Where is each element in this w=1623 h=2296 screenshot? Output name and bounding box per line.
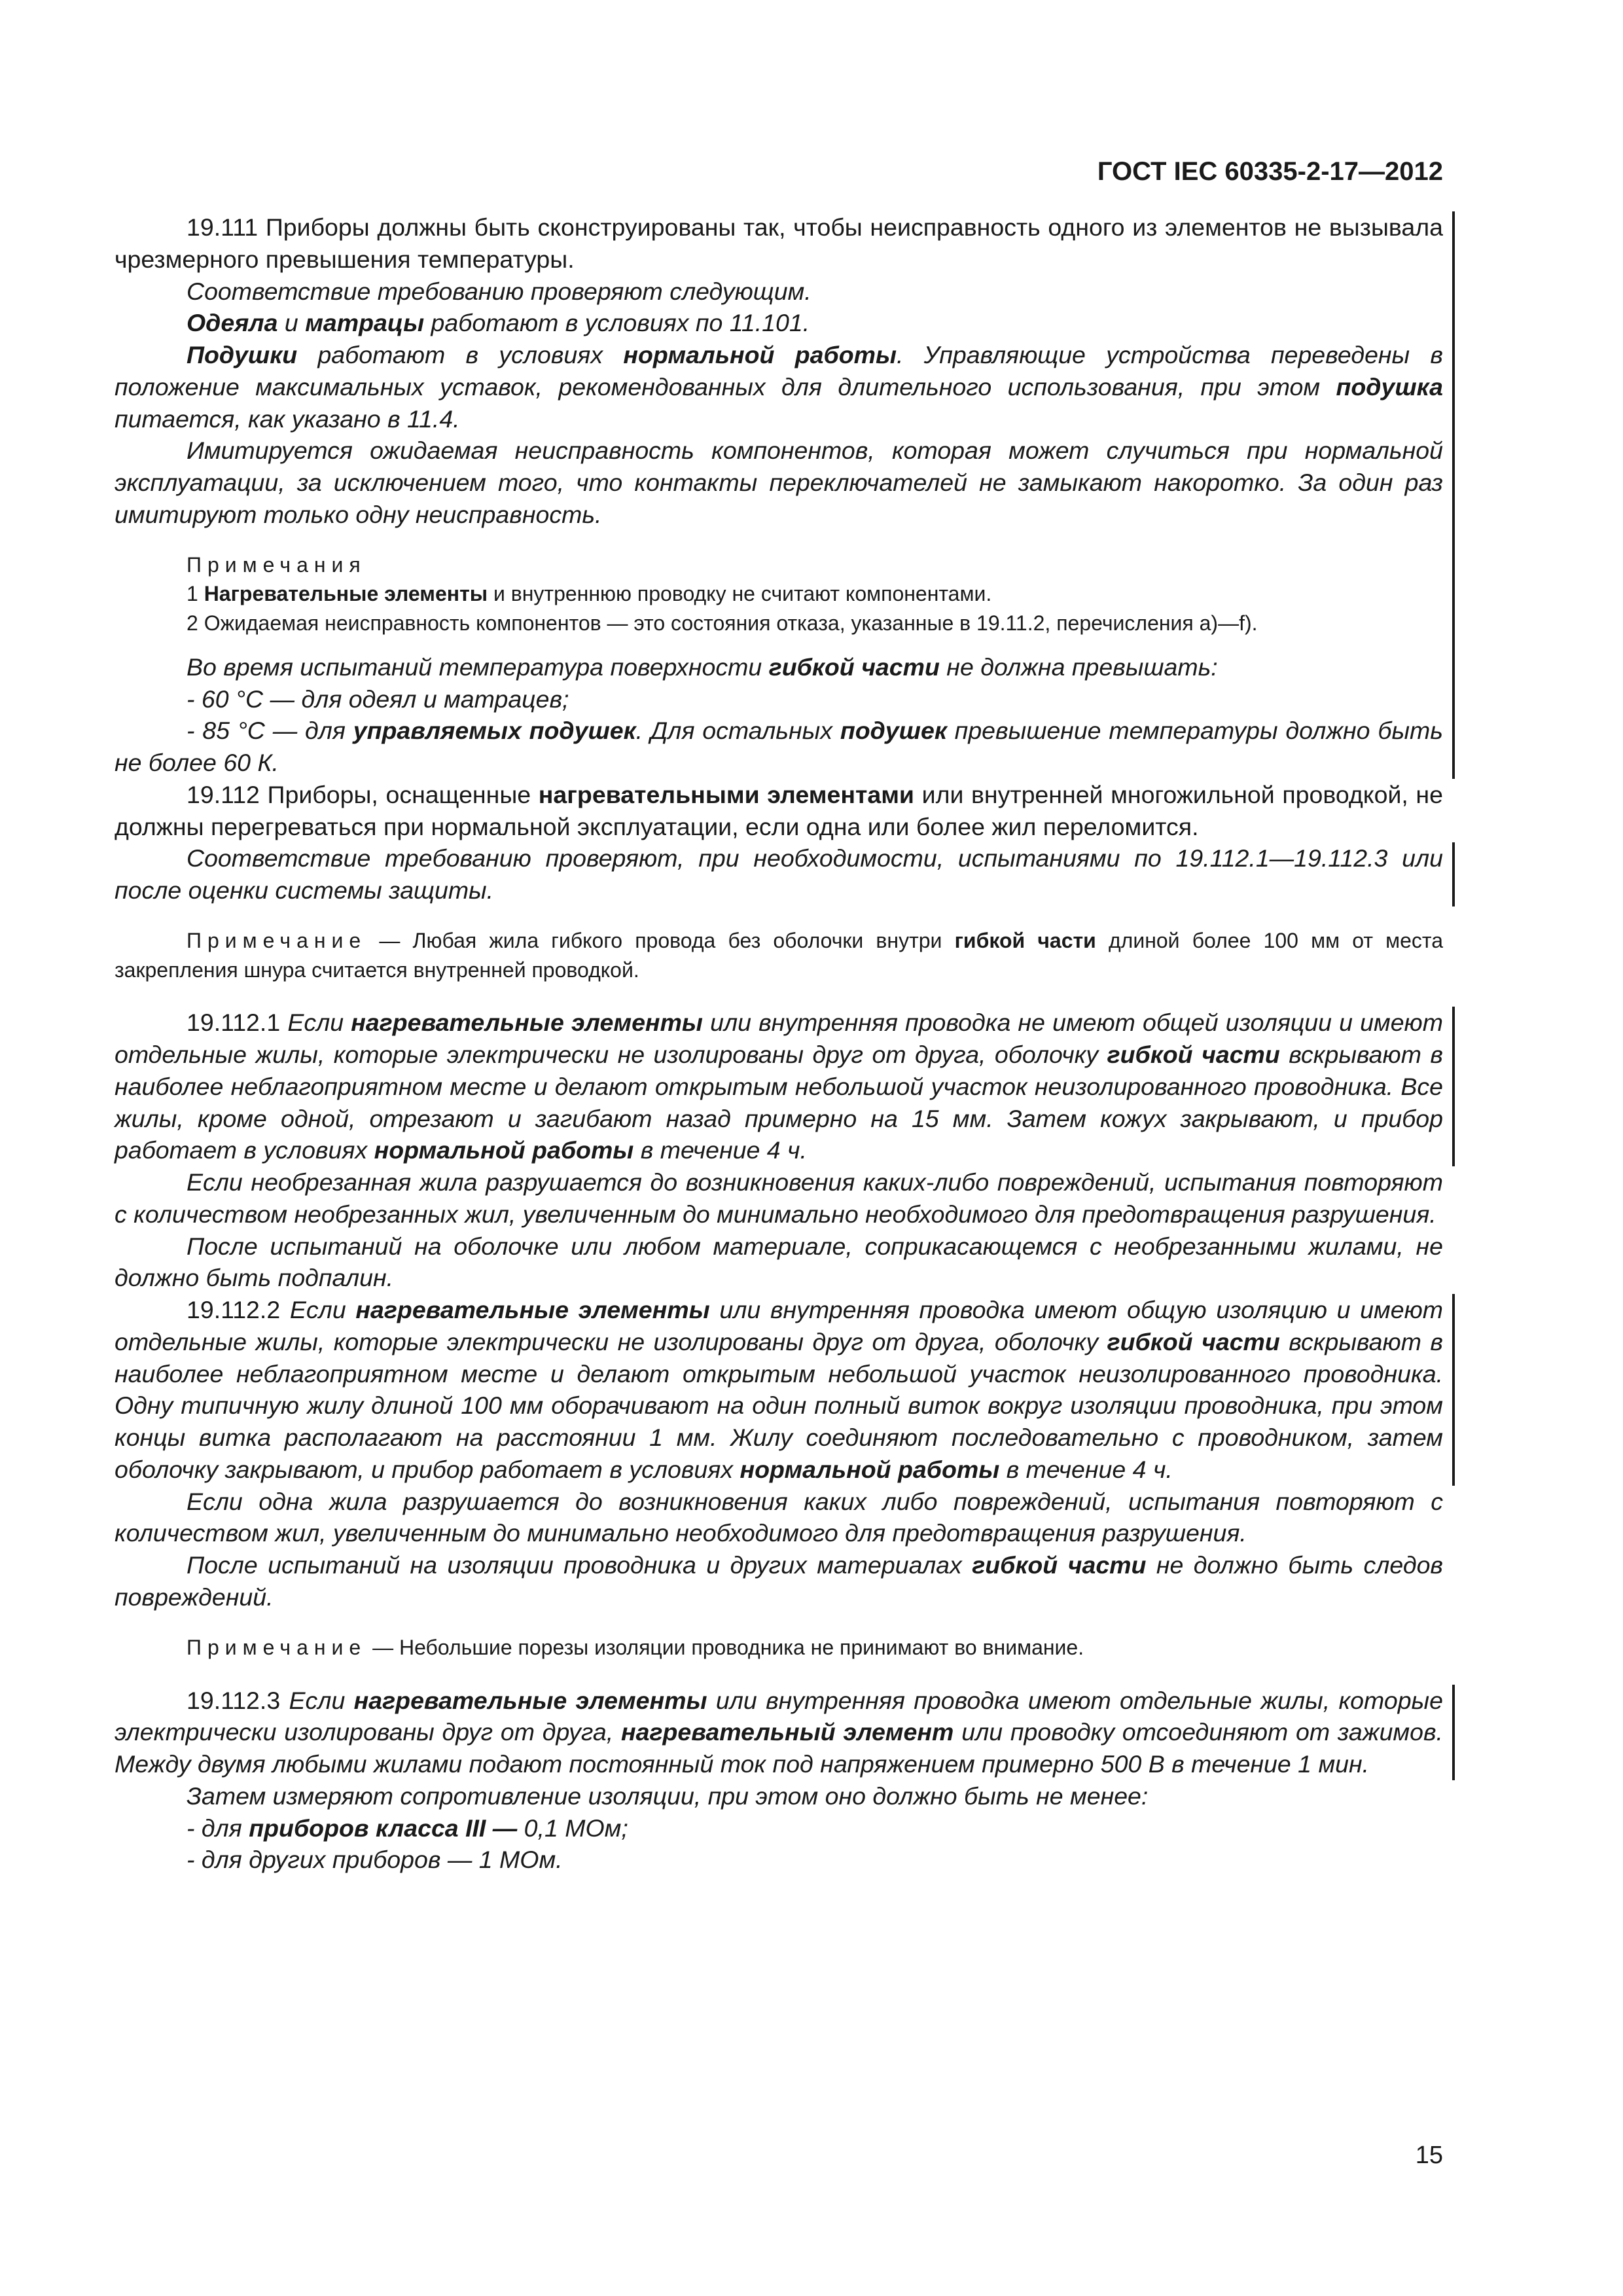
term-heating-elements: нагревательные элементы: [355, 1296, 710, 1324]
text-run: или внутренняя проводка не имеют общей изоляции и имеют отдельные жилы, которые электрически не изолированы друг от друга, оболочку: [115, 1009, 1443, 1069]
text-run: или внутренней многожильной проводкой, не должны перегреваться при нормальной эксплуатации, если одна или более жил переломится.: [115, 780, 1443, 840]
text-run: и внутреннюю проводку не считают компонентами.: [488, 582, 992, 606]
text-run: 0,1 МОм;: [517, 1814, 628, 1842]
term-mattresses: матрацы: [305, 309, 425, 337]
notes-block: [115, 550, 1443, 638]
note-19-112-2: [115, 1633, 1443, 1662]
term-flexible-part: гибкой части: [1107, 1041, 1280, 1069]
blankets-condition: [115, 307, 1443, 339]
clause-19-112-2-p3: [115, 1549, 1443, 1613]
document-page: [115, 157, 1443, 1876]
page-number: 15: [1415, 2142, 1443, 2169]
change-bar-19-112-3: [115, 1685, 1455, 1780]
term-flexible-part: гибкой части: [972, 1551, 1147, 1579]
text-run: . Управляющие устройства переведены в положение максимальных уставок, рекомендованных для длительного использования, при этом: [115, 341, 1444, 401]
note-2: 2 Ожидаемая неисправность компонентов — это состояния отказа, указанные в 19.11.2, перечисления a)—f).: [187, 611, 1258, 636]
clause-19-112-1: [115, 1007, 1443, 1166]
term-heating-elements: нагревательные элементы: [351, 1009, 703, 1037]
text-run: питается, как указано в 11.4.: [115, 404, 460, 433]
document-body: [115, 211, 1443, 1876]
term-normal-operation: нормальной работы: [374, 1136, 634, 1164]
change-bar-19-111: [115, 211, 1455, 779]
term-pads: Подушки: [187, 341, 298, 368]
text-run: Если: [287, 1009, 351, 1037]
term-flexible-part: гибкой части: [1107, 1327, 1280, 1355]
note-label: Примечание: [187, 1635, 367, 1659]
text-run: или проводку отсоединяют от зажимов. Между двумя любыми жилами подают постоянный ток под напряжением примерно 500 В в течение 1 мин.: [115, 1718, 1443, 1778]
text-run: и: [277, 309, 306, 337]
text-run: вскрывают в наиболее неблагоприятном месте и делают открытым небольшой участок неизолированного проводника. Одну типичную жилу длиной 100 мм оборачивают на один полный виток вокруг изоляции проводника, при этом концы витка располагают на расстоянии 1 мм. Жилу соединяют последовательно с проводником, затем оболочку закрывают, и прибор работает в условиях: [115, 1327, 1444, 1483]
term-heating-elements: нагревательными элементами: [538, 780, 914, 808]
clause-19-111: [115, 211, 1443, 276]
change-bar-19-112: [115, 842, 1455, 906]
note-19-112: [115, 926, 1443, 985]
clause-number: 19.112.2: [187, 1296, 290, 1324]
text-run: Если: [289, 1686, 354, 1714]
text-run: или внутренняя проводка имеют отдельные жилы, которые электрически изолированы друг от друга,: [115, 1686, 1444, 1746]
resistance-item-2: - для других приборов — 1 МОм.: [187, 1846, 563, 1874]
text-run: или внутренняя проводка имеют общую изоляцию и имеют отдельные жилы, которые электрически не изолированы друг от друга, оболочку: [115, 1296, 1444, 1355]
text-run: вскрывают в наиболее неблагоприятном месте и делают открытым небольшой участок неизолированного проводника. Все жилы, кроме одной, отрезают и загибают назад примерно на 15 мм. Затем кожух закрывают, и прибор работает в условиях: [115, 1041, 1444, 1164]
change-bar-19-112-1: [115, 1007, 1455, 1166]
text-run: — Любая жила гибкого провода без оболочки внутри: [366, 928, 955, 952]
note-1: [115, 579, 1443, 609]
text-run: После испытаний на изоляции проводника и других материалах: [187, 1551, 972, 1579]
pads-condition: [115, 339, 1443, 435]
clause-19-112-3-p2: Затем измеряют сопротивление изоляции, при этом оно должно быть не менее:: [187, 1782, 1149, 1810]
term-controlled-pads: управляемых подушек: [353, 717, 636, 745]
text-run: — Небольшие порезы изоляции проводника не принимают во внимание.: [366, 1635, 1084, 1659]
clause-19-112-1-p2: Если необрезанная жила разрушается до возникновения каких-либо повреждений, испытания повторяют с количеством необрезанных жил, увеличенным до минимально необходимого для предотвращения разрушения.: [115, 1168, 1443, 1228]
text-run: - 85 °C — для: [187, 717, 353, 745]
clause-19-112-3: [115, 1685, 1443, 1780]
term-blankets: Одеяла: [187, 309, 278, 337]
compliance-check: Соответствие требованию проверяют следующим.: [187, 277, 812, 305]
limit-item-1: - 60 °C — для одеял и матрацев;: [187, 685, 569, 713]
clause-number: 19.112.3: [187, 1686, 289, 1714]
temperature-limit: [115, 651, 1443, 683]
text-run: превышение температуры должно быть не более 60 К.: [115, 717, 1443, 777]
text-run: 19.112 Приборы, оснащенные: [187, 780, 539, 808]
limit-item-2: [115, 715, 1443, 779]
clause-number: 19.112.1: [187, 1009, 288, 1037]
document-header: ГОСТ IEC 60335-2-17—2012: [1097, 157, 1443, 186]
note-label: Примечание: [187, 928, 367, 952]
term-pad: подушка: [1336, 372, 1443, 401]
text-run: . Для остальных: [635, 717, 840, 745]
clause-19-112-1-p3: После испытаний на оболочке или любом материале, соприкасающемся с необрезанными жилами, не должно быть подпалин.: [115, 1232, 1443, 1292]
term-flexible-part: гибкой части: [954, 928, 1096, 952]
text-run: в течение 4 ч.: [999, 1455, 1173, 1483]
text-run: работают в условиях: [297, 341, 624, 368]
note-text: [115, 926, 1443, 985]
fault-simulation: Имитируется ожидаемая неисправность компонентов, которая может случиться при нормальной эксплуатации, за исключением того, что контакты переключателей не замыкают накоротко. За один раз имитируют только одну неисправность.: [115, 437, 1443, 528]
text-run: Если: [289, 1296, 356, 1324]
clause-text: Приборы должны быть сконструированы так, чтобы неисправность одного из элементов не вызывала чрезмерного превышения температуры.: [115, 213, 1443, 273]
clause-19-112: [115, 779, 1443, 843]
clause-19-112-2: [115, 1294, 1443, 1486]
term-flexible-part: гибкой части: [768, 653, 940, 681]
term-pads: подушек: [840, 717, 947, 745]
text-run: не должна превышать:: [939, 653, 1218, 681]
note-text: [115, 1633, 1443, 1662]
compliance-check-19-112: Соответствие требованию проверяют, при необходимости, испытаниями по 19.112.1—19.112.3 или после оценки системы защиты.: [115, 844, 1443, 905]
term-heating-element: нагревательный элемент: [621, 1718, 954, 1746]
term-normal-operation: нормальной работы: [623, 341, 897, 368]
change-bar-19-112-2: [115, 1294, 1455, 1486]
text-run: в течение 4 ч.: [633, 1136, 807, 1164]
text-run: длиной более 100 мм от места закрепления шнура считается внутренней проводкой.: [115, 928, 1444, 982]
clause-19-112-2-p2: Если одна жила разрушается до возникновения каких либо повреждений, испытания повторяют с количеством жил, увеличенным до минимально необходимого для предотвращения разрушения.: [115, 1487, 1443, 1547]
text-run: не должно быть следов повреждений.: [115, 1551, 1443, 1611]
term-heating-elements: нагревательные элементы: [353, 1686, 707, 1714]
term-normal-operation: нормальной работы: [740, 1455, 1000, 1483]
text-run: Во время испытаний температура поверхности: [187, 653, 769, 681]
clause-number: 19.111: [187, 213, 259, 241]
notes-title: Примечания: [187, 552, 366, 577]
text-run: - для: [187, 1814, 249, 1842]
text-run: 1: [187, 582, 204, 606]
term-heating-elements: Нагревательные элементы: [204, 582, 488, 606]
resistance-item-1: [115, 1812, 1443, 1844]
term-class-iii-appliances: приборов класса III —: [249, 1814, 518, 1842]
text-run: работают в условиях по 11.101.: [424, 309, 810, 337]
